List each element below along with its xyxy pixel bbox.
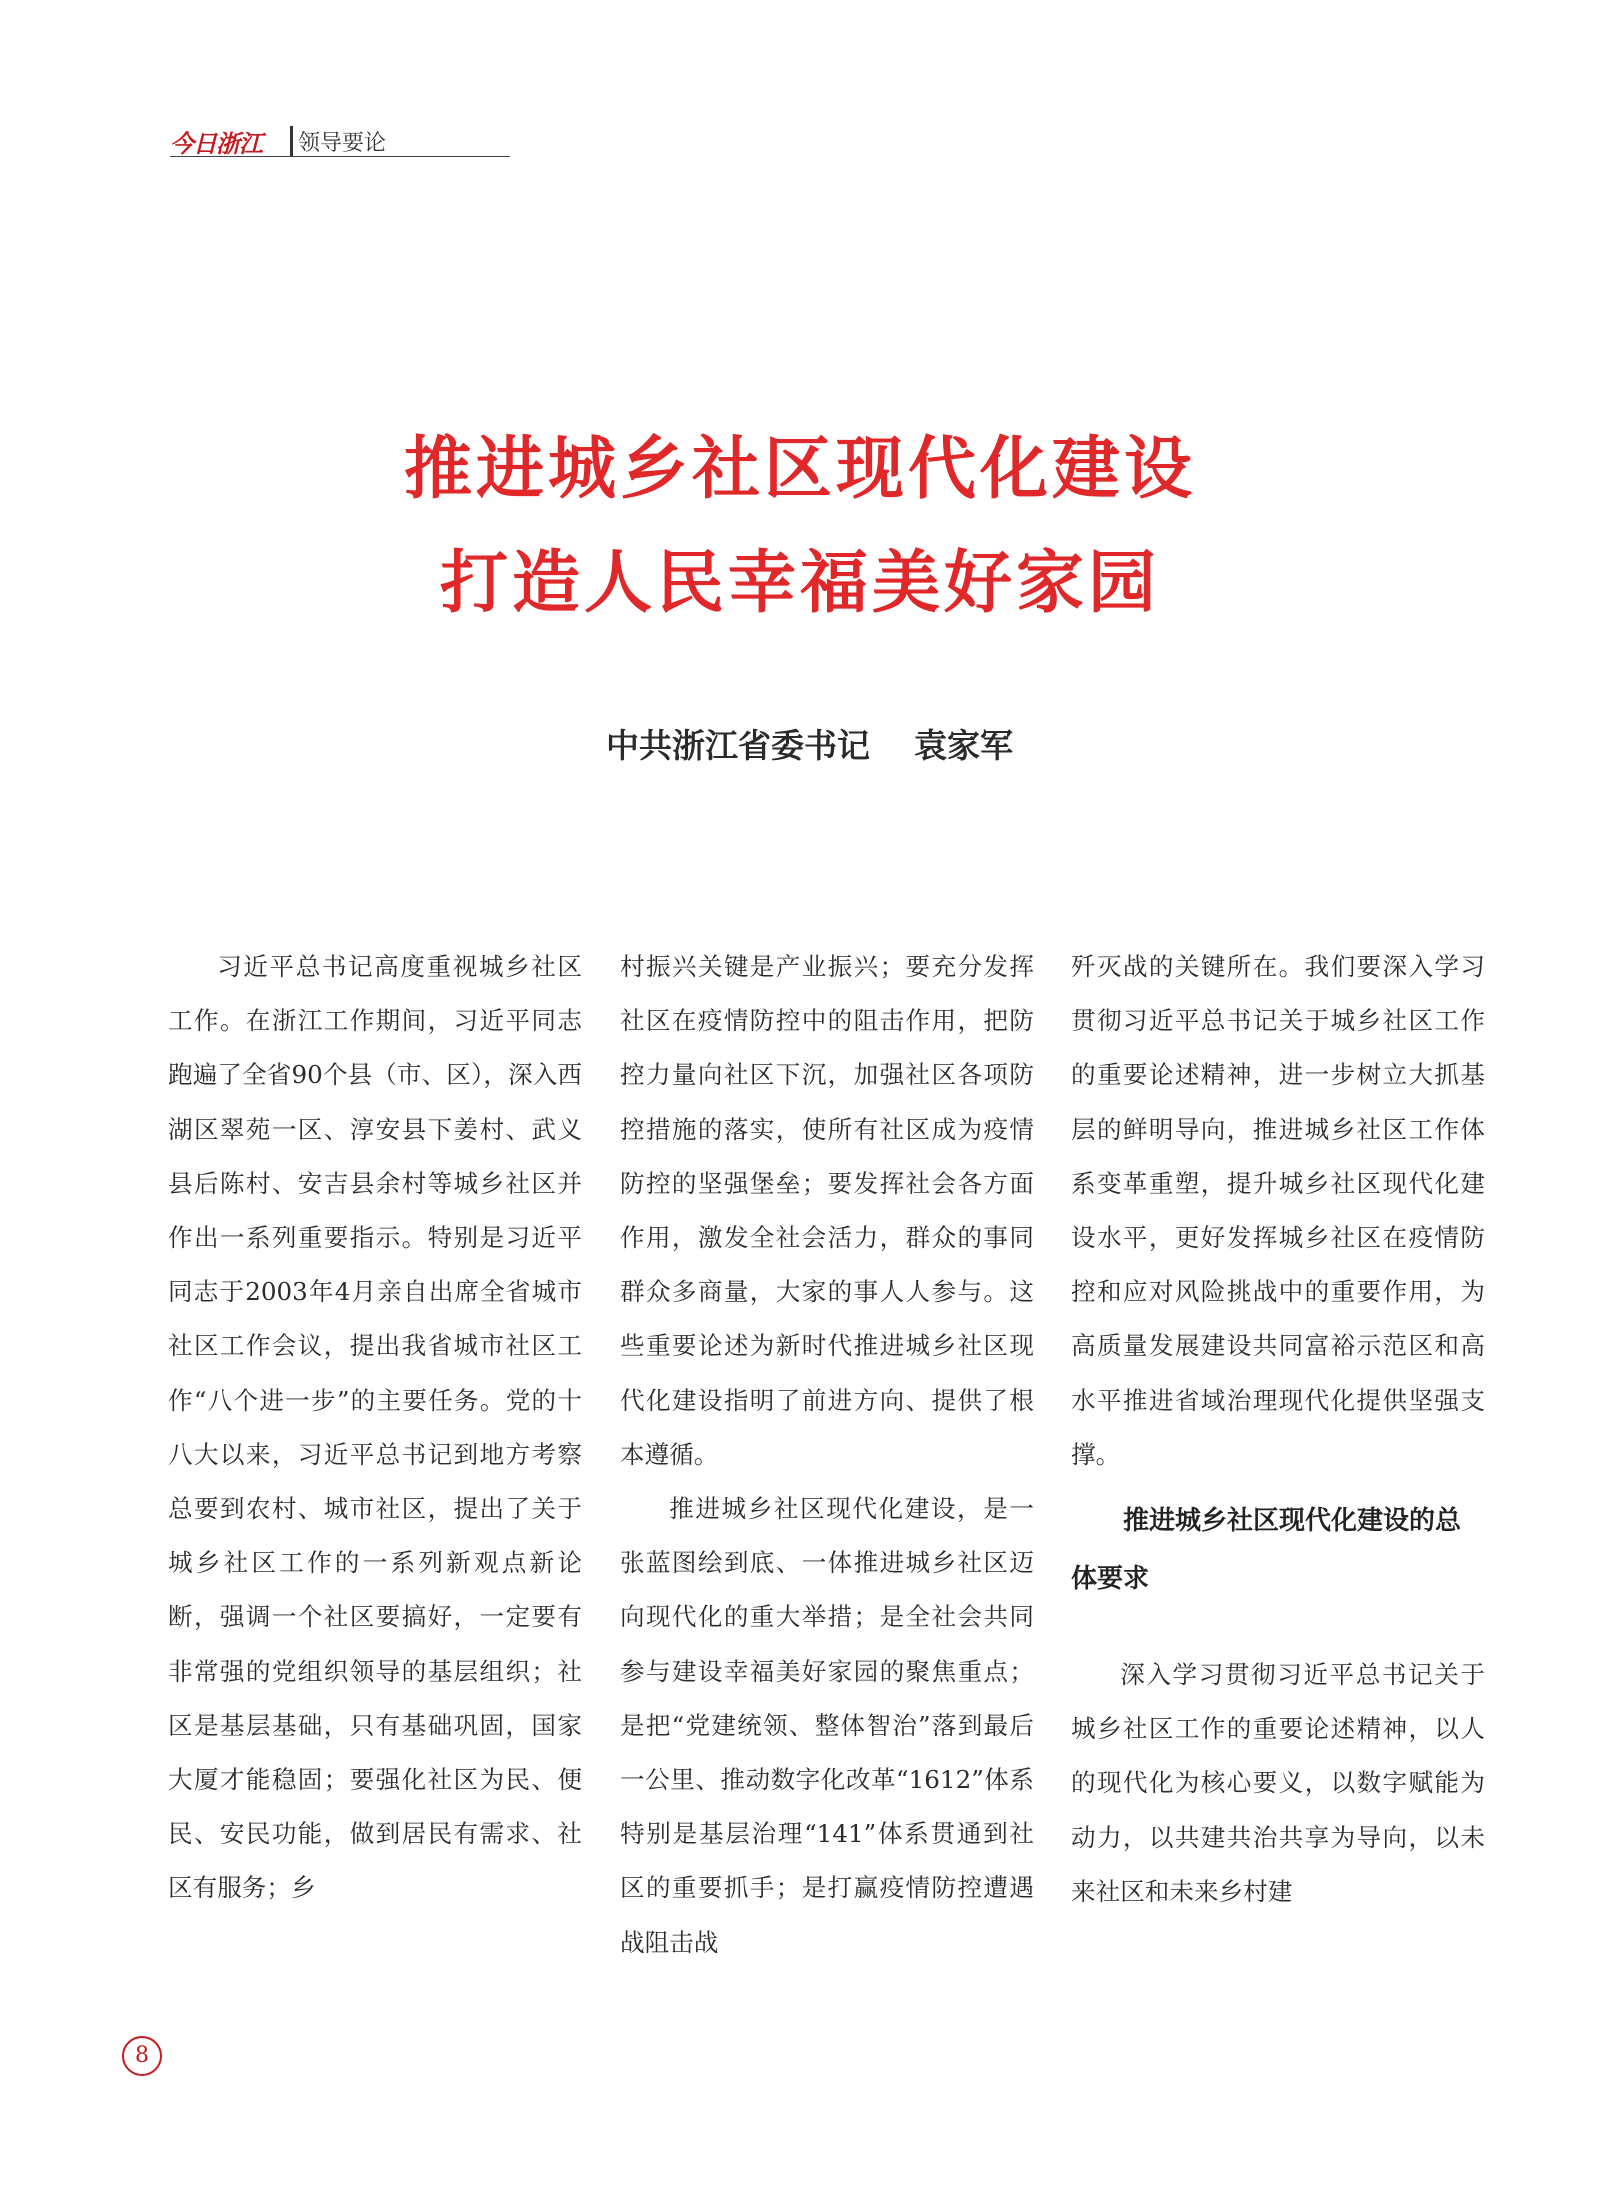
author-position: 中共浙江省委书记: [606, 726, 870, 765]
article-title-line-1: 推进城乡社区现代化建设: [403, 430, 1196, 509]
brand-logo: 今日浙江: [170, 129, 262, 158]
section-subheading: 推进城乡社区现代化建设的总体要求: [1071, 1506, 1462, 1595]
paragraph-continued: 歼灭战的关键所在。我们要深入学习贯彻习近平总书记关于城乡社区工作的重要论述精神，进一步树立大抓基层的鲜明导向，推进城乡社区工作体系变革重塑，提升城乡社区现代化建设水平，更好发挥城乡社区在疫情防控和应对风险挑战中的重要作用，为高质量发展建设共同富裕示范区和高水平推进省域治理现代化提供坚强支撑。: [1071, 952, 1485, 1469]
text-column-2: [620, 940, 1034, 1970]
paragraph: 深入学习贯彻习近平总书记关于城乡社区工作的重要论述精神，以人的现代化为核心要义，以数字赋能为动力，以共建共治共享为导向，以未来社区和未来乡村建: [1071, 1660, 1485, 1906]
text-column-1: [168, 940, 582, 1916]
author-name: 袁家军: [914, 726, 1013, 765]
article-title-line-2: 打造人民幸福美好家园: [439, 544, 1160, 623]
paragraph-continued: 村振兴关键是产业振兴；要充分发挥社区在疫情防控中的阻击作用，把防控力量向社区下沉，加强社区各项防控措施的落实，使所有社区成为疫情防控的坚强堡垒；要发挥社会各方面作用，激发全社会活力，群众的事同群众多商量，大家的事人人参与。这些重要论述为新时代推进城乡社区现代化建设指明了前进方向、提供了根本遵循。: [620, 952, 1034, 1469]
paragraph: 推进城乡社区现代化建设，是一张蓝图绘到底、一体推进城乡社区迈向现代化的重大举措；是全社会共同参与建设幸福美好家园的聚焦重点；是把“党建统领、整体智治”落到最后一公里、推动数字化改革“1612”体系特别是基层治理“141”体系贯通到社区的重要抓手；是打赢疫情防控遭遇战阻击战: [620, 1494, 1034, 1957]
paragraph: 习近平总书记高度重视城乡社区工作。在浙江工作期间，习近平同志跑遍了全省90个县（市、区），深入西湖区翠苑一区、淳安县下姜村、武义县后陈村、安吉县余村等城乡社区并作出一系列重要指示。特别是习近平同志于2003年4月亲自出席全省城市社区工作会议，提出我省城市社区工作“八个进一步”的主要任务。党的十八大以来，习近平总书记到地方考察总要到农村、城市社区，提出了关于城乡社区工作的一系列新观点新论断，强调一个社区要搞好，一定要有非常强的党组织领导的基层组织；社区是基层基础，只有基础巩固，国家大厦才能稳固；要强化社区为民、便民、安民功能，做到居民有需求、社区有服务；乡: [168, 952, 582, 1903]
text-column-3: [1071, 940, 1485, 1919]
author-byline: [606, 720, 1013, 767]
header-divider: [290, 126, 293, 156]
page-number: 8: [122, 2036, 162, 2076]
section-label: 领导要论: [298, 131, 387, 156]
page-header: [170, 122, 510, 157]
